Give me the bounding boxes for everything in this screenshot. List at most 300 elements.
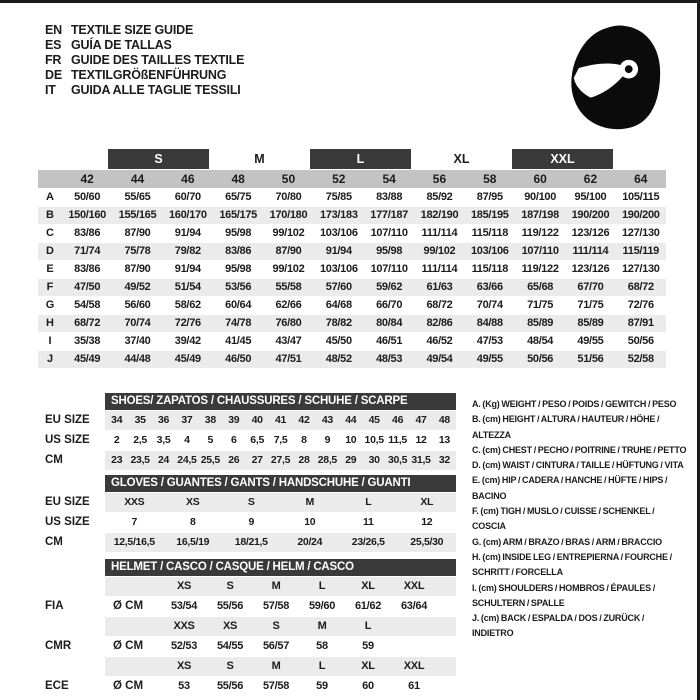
size-value: 61/63 [426, 281, 453, 293]
value-cell: 48 [438, 414, 450, 426]
value-cell: 7,5 [273, 434, 288, 446]
size-value: 99/102 [272, 263, 305, 275]
value-cell: 18/21,5 [234, 536, 268, 548]
size-value: 68/72 [627, 281, 654, 293]
size-value: 83/86 [74, 263, 101, 275]
value-cell: 23/26,5 [351, 536, 385, 548]
size-value: 173/183 [319, 209, 358, 221]
gloves-row-us-size [38, 513, 458, 532]
size-value: 44/48 [124, 353, 151, 365]
size-value: 49/55 [577, 335, 604, 347]
size-value: 54/58 [74, 299, 101, 311]
language-title-en: TEXTILE SIZE GUIDE [71, 23, 194, 37]
unit-spacer [105, 617, 161, 636]
gloves-section-header: GLOVES / GUANTES / GANTS / HANDSCHUHE / GUANTI [105, 475, 456, 492]
size-value: 90/100 [524, 191, 557, 203]
unit-spacer [105, 577, 161, 596]
row-values [105, 493, 456, 512]
helmet-size-value: 53 [178, 680, 190, 692]
helmet-size-header: XS [176, 660, 192, 672]
size-value: 68/72 [426, 299, 453, 311]
value-cell: 5 [207, 434, 214, 446]
value-cell: 34 [111, 414, 123, 426]
value-cell: 2 [113, 434, 120, 446]
value-cell: 46 [392, 414, 404, 426]
size-value: 85/89 [577, 317, 604, 329]
size-value: 103/106 [319, 263, 358, 275]
helmet-size-value [391, 637, 437, 656]
measure-row-j [38, 351, 666, 368]
size-value: 83/86 [225, 245, 252, 257]
value-cell: 39 [228, 414, 240, 426]
size-value: 99/102 [423, 245, 456, 257]
size-value: 65/68 [527, 281, 554, 293]
language-title-fr: GUIDE DES TAILLES TEXTILE [71, 53, 245, 67]
size-value: 123/126 [571, 227, 610, 239]
size-value: 46/51 [376, 335, 403, 347]
size-value: 87/90 [124, 227, 151, 239]
value-cell: 12,5/16,5 [113, 536, 155, 548]
helmet-size-value: 55/56 [216, 600, 244, 612]
helmet-size-header: XXL [403, 660, 425, 672]
size-value: 60/70 [174, 191, 201, 203]
value-cell: 45 [368, 414, 380, 426]
shoes-row-eu-size [38, 411, 458, 430]
value-cell: 8 [189, 516, 196, 528]
measure-row-g [38, 297, 666, 314]
size-value: 115/118 [471, 263, 509, 275]
size-value: 190/200 [621, 209, 660, 221]
size-value: 43/47 [275, 335, 302, 347]
language-title-it: GUIDA ALLE TAGLIE TESSILI [71, 83, 241, 97]
size-value: 35/38 [74, 335, 101, 347]
size-value: 85/89 [527, 317, 554, 329]
helmet-size-value: 59 [316, 680, 328, 692]
helmet-rows [38, 577, 458, 696]
helmet-values-row-ece [38, 677, 458, 696]
size-value: 45/49 [174, 353, 201, 365]
value-cell: M [305, 496, 314, 508]
helmet-sizes-row-ece [38, 657, 458, 676]
gloves-section [38, 475, 458, 552]
helmet-size-value: 63/64 [400, 600, 428, 612]
language-code-it: IT [45, 83, 56, 97]
size-value: 53/56 [225, 281, 252, 293]
size-column-50: 50 [281, 172, 296, 186]
size-value: 103/106 [319, 227, 358, 239]
helmet-size-value: 57/58 [262, 600, 290, 612]
size-value: 119/122 [521, 263, 559, 275]
size-value: 82/86 [426, 317, 453, 329]
helmet-size-header: XS [222, 620, 238, 632]
row-label: US SIZE [45, 516, 90, 528]
helmet-size-header [391, 617, 437, 636]
helmet-size-value: 55/56 [216, 680, 244, 692]
size-column-64: 64 [634, 172, 648, 186]
value-cell: 10,5 [364, 434, 384, 446]
size-value: 75/78 [124, 245, 151, 257]
measure-row-b [38, 207, 666, 224]
value-cell: 13 [438, 434, 450, 446]
standard-label-fia: FIA [45, 600, 64, 612]
row-letter: I [48, 335, 52, 347]
language-code-en: EN [45, 23, 62, 37]
legend-item-d: D. (cm) WAIST / CINTURA / TAILLE / HÜFTUNG / VITA [472, 460, 684, 471]
helmet-size-header: XS [176, 580, 192, 592]
size-value: 63/66 [476, 281, 503, 293]
size-value: 111/114 [421, 263, 458, 275]
value-cell: 6 [230, 434, 237, 446]
size-band-m: M [254, 152, 265, 166]
value-cell: 26 [228, 454, 240, 466]
size-value: 75/85 [325, 191, 352, 203]
size-band-xl: XL [453, 152, 470, 166]
size-number-row [38, 170, 666, 188]
size-value: 127/130 [621, 263, 660, 275]
size-value: 46/52 [426, 335, 453, 347]
helmet-size-header: XXL [403, 580, 425, 592]
size-value: 187/198 [521, 209, 559, 221]
shoes-row-us-size [38, 431, 458, 450]
helmet-size-header: XL [361, 580, 375, 592]
diameter-unit: Ø CM [113, 600, 144, 612]
legend-item-g: G. (cm) ARM / BRAZO / BRAS / ARM / BRACCIO [472, 536, 662, 547]
size-value: 105/115 [622, 191, 660, 203]
size-value: 71/75 [577, 299, 604, 311]
size-column-58: 58 [483, 172, 497, 186]
value-cell: XXS [124, 496, 145, 508]
helmet-size-value: 53/54 [170, 600, 198, 612]
size-value: 185/195 [470, 209, 509, 221]
size-value: 155/165 [118, 209, 157, 221]
helmet-size-value: 56/57 [262, 640, 290, 652]
value-cell: 36 [157, 414, 170, 426]
size-value: 48/53 [376, 353, 403, 365]
value-cell: 32 [438, 454, 450, 466]
size-value: 50/56 [627, 335, 654, 347]
row-values [105, 451, 456, 470]
helmet-size-header: XXS [173, 620, 195, 632]
size-value: 49/55 [476, 353, 503, 365]
size-column-44: 44 [130, 172, 145, 186]
size-value: 127/130 [621, 227, 660, 239]
legend-item-e: E. (cm) HIP / CADERA / HANCHE / HÜFTE / HIPS / BACINO [472, 475, 668, 501]
helmet-size-value: 59/60 [308, 600, 336, 612]
helmet-size-header: S [226, 660, 234, 672]
legend-item-i: I. (cm) SHOULDERS / HOMBROS / ÉPAULES / SCHULTERN / SPALLE [472, 582, 656, 608]
row-label: CM [45, 536, 63, 548]
size-band-xxl: XXL [512, 149, 613, 169]
size-value: 46/50 [225, 353, 252, 365]
size-value: 76/80 [275, 317, 302, 329]
band-spacer-right [613, 149, 666, 169]
size-value: 160/170 [168, 209, 207, 221]
size-value: 71/75 [527, 299, 554, 311]
size-value: 70/80 [275, 191, 302, 203]
legend-item-h: H. (cm) INSIDE LEG / ENTREPIERNA / FOURCHE / SCHRITT / FORCELLA [472, 551, 672, 578]
row-label: EU SIZE [45, 414, 90, 426]
row-values [105, 411, 456, 430]
value-cell: 25,5 [200, 454, 220, 466]
value-cell: 35 [134, 414, 146, 426]
size-column-62: 62 [583, 172, 598, 186]
value-cell: 25,5/30 [410, 536, 444, 548]
size-value: 78/82 [325, 317, 352, 329]
row-label-empty [38, 577, 105, 596]
unit-spacer [105, 657, 161, 676]
helmet-sizes-row-cmr [38, 617, 458, 636]
size-value: 107/110 [370, 227, 408, 239]
value-cell: 30,5 [387, 454, 408, 466]
size-value: 170/180 [269, 209, 308, 221]
size-value: 95/98 [376, 245, 403, 257]
value-cell: 30 [368, 454, 380, 466]
row-values [105, 637, 456, 656]
size-value: 103/106 [470, 245, 509, 257]
value-cell: 11 [363, 516, 374, 528]
size-value: 123/126 [571, 263, 610, 275]
textile-size-table [38, 149, 666, 369]
helmet-sizes-row-fia [38, 577, 458, 596]
legend-item-a: A. (Kg) WEIGHT / PESO / POIDS / GEWITCH / PESO [472, 399, 677, 409]
row-letter: F [46, 281, 54, 293]
size-value: 74/78 [225, 317, 252, 329]
size-value: 45/49 [74, 353, 101, 365]
size-value: 57/60 [325, 281, 352, 293]
row-letter: J [46, 353, 54, 365]
value-cell: 38 [204, 414, 216, 426]
helmet-size-header: S [226, 580, 234, 592]
helmet-size-header: L [318, 580, 326, 592]
size-value: 47/53 [476, 335, 503, 347]
helmet-section-header: HELMET / CASCO / CASQUE / HELM / CASCO [105, 559, 456, 576]
size-value: 37/40 [124, 335, 151, 347]
value-cell: 29 [345, 454, 357, 466]
size-value: 45/50 [325, 335, 352, 347]
value-cell: 24,5 [177, 454, 197, 466]
helmet-size-header: S [272, 620, 280, 632]
corner-cell [38, 170, 62, 188]
size-value: 87/91 [627, 317, 654, 329]
helmet-size-value: 60 [362, 680, 374, 692]
helmet-values-row-fia [38, 597, 458, 616]
size-value: 91/94 [174, 227, 201, 239]
language-code-es: ES [45, 38, 62, 52]
helmet-size-value: 54/55 [216, 640, 244, 652]
size-value: 83/88 [376, 191, 403, 203]
helmet-size-header: L [364, 620, 372, 632]
value-cell: 44 [345, 414, 357, 426]
size-value: 72/76 [174, 317, 201, 329]
value-cell: 9 [248, 516, 255, 528]
size-value: 49/54 [426, 353, 453, 365]
size-value: 64/68 [325, 299, 352, 311]
value-cell: 27,5 [270, 454, 291, 466]
standard-label-ece: ECE [45, 680, 69, 692]
value-cell: 12 [415, 434, 427, 446]
size-column-46: 46 [181, 172, 195, 186]
racing-helmet-icon [565, 23, 665, 131]
diameter-unit: Ø CM [113, 680, 144, 692]
size-value: 87/90 [275, 245, 302, 257]
value-cell: 4 [184, 434, 190, 446]
gloves-row-cm [38, 533, 458, 552]
value-cell: 3,5 [156, 434, 171, 446]
legend-item-f: F. (cm) TIGH / MUSLO / CUISSE / SCHENKEL / COSCIA [472, 506, 655, 532]
size-value: 190/200 [571, 209, 610, 221]
diameter-unit: Ø CM [113, 640, 144, 652]
size-value: 99/102 [272, 227, 305, 239]
helmet-section [38, 559, 458, 696]
value-cell: 47 [415, 414, 427, 426]
size-value: 91/94 [325, 245, 352, 257]
size-column-42: 42 [80, 172, 94, 186]
row-letter: G [45, 299, 55, 311]
language-title-de: TEXTILGRÖßENFÜHRUNG [71, 68, 227, 82]
size-value: 85/92 [426, 191, 453, 203]
row-label: EU SIZE [45, 496, 90, 508]
value-cell: 27 [251, 454, 263, 466]
row-values [105, 513, 456, 532]
size-column-54: 54 [382, 172, 396, 186]
band-spacer-left [38, 149, 108, 169]
language-list [45, 23, 244, 98]
size-value: 84/88 [476, 317, 503, 329]
row-letter: H [46, 317, 54, 329]
measure-row-e [38, 261, 666, 278]
measure-row-i [38, 333, 666, 350]
size-value: 68/72 [74, 317, 101, 329]
measure-row-h [38, 315, 666, 332]
language-code-fr: FR [45, 53, 62, 67]
language-title-es: GUÍA DE TALLAS [71, 38, 172, 52]
size-value: 51/54 [174, 281, 201, 293]
size-value: 91/94 [174, 263, 201, 275]
size-value: 95/98 [225, 263, 252, 275]
size-value: 55/58 [275, 281, 302, 293]
size-value: 58/62 [174, 299, 201, 311]
shoes-rows [38, 411, 458, 470]
size-value: 71/74 [74, 245, 101, 257]
size-value: 80/84 [376, 317, 403, 329]
size-value: 95/98 [225, 227, 252, 239]
size-column-60: 60 [533, 172, 547, 186]
size-value: 60/64 [225, 299, 252, 311]
measure-row-a [38, 189, 666, 206]
value-cell: 9 [324, 434, 331, 446]
size-value: 107/110 [370, 263, 408, 275]
value-cell: 12 [421, 516, 433, 528]
size-value: 150/160 [68, 209, 106, 221]
size-column-52: 52 [332, 172, 346, 186]
size-value: 48/54 [527, 335, 554, 347]
row-values [105, 533, 456, 552]
shoes-row-cm [38, 451, 458, 470]
helmet-size-value: 57/58 [262, 680, 290, 692]
measure-row-c [38, 225, 666, 242]
helmet-size-value: 52/53 [170, 640, 198, 652]
size-value: 59/62 [376, 281, 403, 293]
size-band-row [38, 149, 666, 169]
size-value: 56/60 [124, 299, 151, 311]
size-value: 47/50 [74, 281, 101, 293]
row-letter: C [46, 227, 54, 239]
size-value: 107/110 [521, 245, 559, 257]
value-cell: 23 [111, 454, 123, 466]
size-band-s: S [108, 149, 209, 169]
helmet-size-value: 61/62 [354, 600, 382, 612]
size-value: 182/190 [420, 209, 459, 221]
size-value: 115/119 [622, 245, 659, 257]
measure-row-f [38, 279, 666, 296]
helmet-size-value: 59 [362, 640, 374, 652]
value-cell: XS [186, 496, 200, 508]
size-column-48: 48 [231, 172, 245, 186]
size-value: 67/70 [577, 281, 604, 293]
legend-item-j: J. (cm) BACK / ESPALDA / DOS / ZURÜCK / INDIETRO [472, 613, 645, 639]
racing-helmet-icon-svg [565, 23, 665, 131]
row-values [105, 431, 456, 450]
helmet-size-value: 58 [316, 640, 328, 652]
size-value: 177/187 [370, 209, 408, 221]
shoes-section [38, 393, 458, 470]
value-cell: 16,5/19 [176, 536, 210, 548]
gloves-row-eu-size [38, 493, 458, 512]
value-cell: 20/24 [297, 536, 323, 548]
row-values [105, 577, 456, 596]
row-letter: A [46, 191, 54, 203]
value-cell: 43 [321, 414, 333, 426]
language-code-de: DE [45, 68, 62, 82]
value-cell: 42 [298, 414, 310, 426]
standard-label-cmr: CMR [45, 640, 72, 652]
gloves-rows [38, 493, 458, 552]
size-value: 72/76 [627, 299, 654, 311]
row-values [105, 677, 456, 696]
row-values [105, 597, 456, 616]
value-cell: 10 [345, 434, 357, 446]
shoes-section-header: SHOES/ ZAPATOS / CHAUSSURES / SCHUHE / SCARPE [105, 393, 456, 410]
helmet-size-header: XL [361, 660, 375, 672]
value-cell: XL [420, 496, 434, 508]
value-cell: 6,5 [250, 434, 264, 446]
value-cell: S [247, 496, 255, 508]
row-values [105, 617, 456, 636]
size-value: 165/175 [219, 209, 257, 221]
row-label: CM [45, 454, 63, 466]
lower-section [38, 393, 693, 697]
size-band-l: L [310, 149, 411, 169]
value-cell: 37 [181, 414, 193, 426]
size-value: 52/58 [627, 353, 654, 365]
value-cell: 41 [275, 414, 287, 426]
value-cell: 40 [251, 414, 263, 426]
size-value: 55/65 [124, 191, 151, 203]
size-value: 119/122 [521, 227, 559, 239]
value-cell: 2,5 [133, 434, 147, 446]
value-cell: 10 [304, 516, 316, 528]
size-value: 70/74 [476, 299, 503, 311]
size-value: 111/114 [421, 227, 458, 239]
row-label-empty [38, 617, 105, 636]
helmet-size-header: M [271, 580, 281, 592]
helmet-size-header: M [317, 620, 327, 632]
size-column-56: 56 [432, 172, 447, 186]
size-value: 111/114 [572, 245, 609, 257]
size-value: 79/82 [174, 245, 201, 257]
value-cell: 8 [301, 434, 307, 446]
value-cell: 24 [157, 454, 170, 466]
